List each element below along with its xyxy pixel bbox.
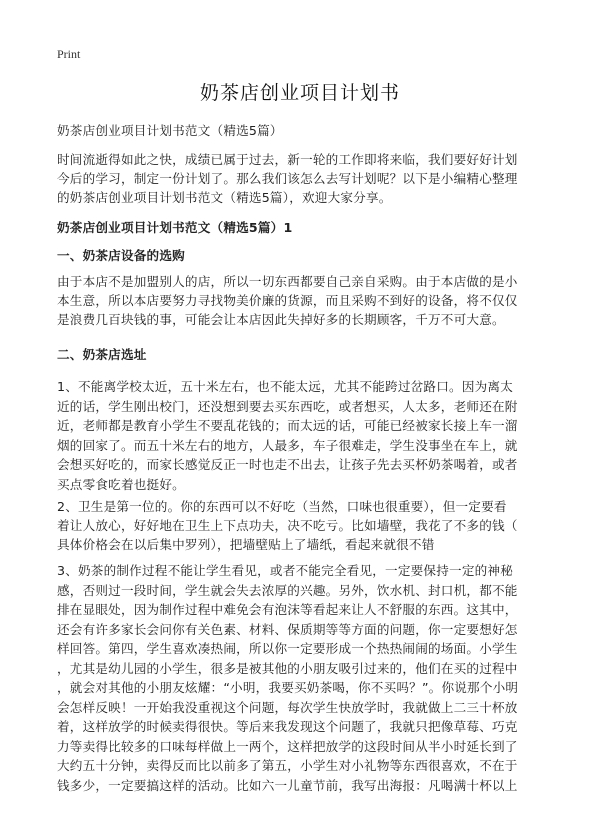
intro-paragraph bbox=[57, 150, 547, 207]
text-line: 近，老师都是教育小学生不要乱花钱的；而太远的话，可能已经被家长接上车一溜 bbox=[57, 418, 518, 433]
print-label: Print bbox=[57, 47, 81, 61]
text-line: ，就会对其他的小朋友炫耀：“小明，我要买奶茶喝，你不买吗？”。你说那个小明 bbox=[57, 680, 519, 695]
page-title: 奶茶店创业项目计划书 bbox=[199, 82, 400, 104]
text-line: 1、不能离学校太近，五十米左右，也不能太远，尤其不能跨过岔路口。因为离太 bbox=[57, 379, 513, 394]
section-title: 奶茶店创业项目计划书范文（精选5篇）1 bbox=[57, 220, 293, 235]
paragraph-location-2 bbox=[57, 497, 547, 554]
text-line: 2、卫生是第一位的。你的东西可以不好吃（当然，口味也很重要），但一定要看 bbox=[57, 499, 507, 514]
text-line: 会想买好吃的，而家长感觉反正一时也走不出去，让孩子先去买杯奶茶喝着，或者 bbox=[57, 457, 518, 472]
text-line: 排在显眼处，因为制作过程中难免会有泡沫等看起来让人不舒服的东西。这其中， bbox=[57, 602, 518, 617]
paragraph-equipment bbox=[57, 272, 547, 329]
text-line: 买点零食吃着也挺好。 bbox=[57, 476, 185, 492]
text-line: 时间流逝得如此之快，成绩已属于过去，新一轮的工作即将来临，我们要好好计划 bbox=[57, 152, 518, 167]
paragraph-location-3 bbox=[57, 561, 547, 795]
text-line: 近的话，学生刚出校门，还没想到要去买东西吃，或者想买，人太多，老师还在附 bbox=[57, 398, 518, 414]
text-line: 样回答。第四，学生喜欢凑热闹，所以你一定要形成一个热热闹闹的场面。小学生 bbox=[57, 641, 518, 656]
heading-equipment: 一、奶茶店设备的选购 bbox=[57, 248, 185, 263]
text-line: 的奶茶店创业项目计划书范文（精选5篇），欢迎大家分享。 bbox=[57, 190, 392, 205]
text-line: 大约五十分钟，卖得反而比以前多了第五，小学生对小礼物等东西很喜欢，不在于 bbox=[57, 758, 518, 773]
text-line: 今后的学习，制定一份计划了。那么我们该怎么去写计划呢？以下是小编精心整理 bbox=[57, 171, 518, 186]
text-line: 是浪费几百块钱的事，可能会让本店因此失掉好多的长期顾客，千万不可大意。 bbox=[57, 312, 505, 327]
heading-location: 二、奶茶店选址 bbox=[57, 347, 147, 362]
text-line: 3、奶茶的制作过程不能让学生看见，或者不能完全看见，一定要保持一定的神秘 bbox=[57, 563, 513, 578]
document-subtitle: 奶茶店创业项目计划书范文（精选5篇） bbox=[57, 123, 283, 138]
text-line: 钱多少，一定要搞这样的活动。比如六一儿童节前，我写出海报：凡喝满十杯以上 bbox=[57, 777, 518, 793]
text-line: 烟的回家了。而五十米左右的地方，人最多，车子很难走，学生没事坐在车上，就 bbox=[57, 437, 518, 453]
text-line: 由于本店不是加盟别人的店，所以一切东西都要自己亲自采购。由于本店做的是小 bbox=[57, 274, 518, 289]
text-line: 力等卖得比较多的口味每样做上一两个，这样把放学的这段时间从半小时延长到了 bbox=[57, 738, 518, 754]
text-line: 感，否则过一段时间，学生就会失去浓厚的兴趣。另外，饮水机、封口机，都不能 bbox=[57, 582, 518, 598]
paragraph-location-1 bbox=[57, 377, 547, 494]
text-line: 会怎样反映！一开始我没重视这个问题，每次学生快放学时，我就做上二三十杯放 bbox=[57, 699, 518, 715]
text-line: ，尤其是幼儿园的小学生，很多是被其他的小朋友吸引过来的，他们在买的过程中 bbox=[57, 660, 518, 676]
text-line: 具体价格会在以后集中罗列），把墙壁贴上了墙纸，看起来就很不错 bbox=[57, 537, 435, 552]
text-line: 还会有许多家长会问你有关色素、材料、保质期等等方面的问题，你一定要想好怎 bbox=[57, 621, 518, 637]
text-line: 本生意，所以本店要努力寻找物美价廉的货源，而且采购不到好的设备，将不仅仅 bbox=[57, 293, 518, 308]
text-line: 着让人放心，好好地在卫生上下点功夫，决不吃亏。比如墙壁，我花了不多的钱（ bbox=[57, 518, 518, 533]
text-line: 着，这样放学的时候卖得很快。等后来我发现这个问题了，我就只把像草莓、巧克 bbox=[57, 719, 518, 734]
